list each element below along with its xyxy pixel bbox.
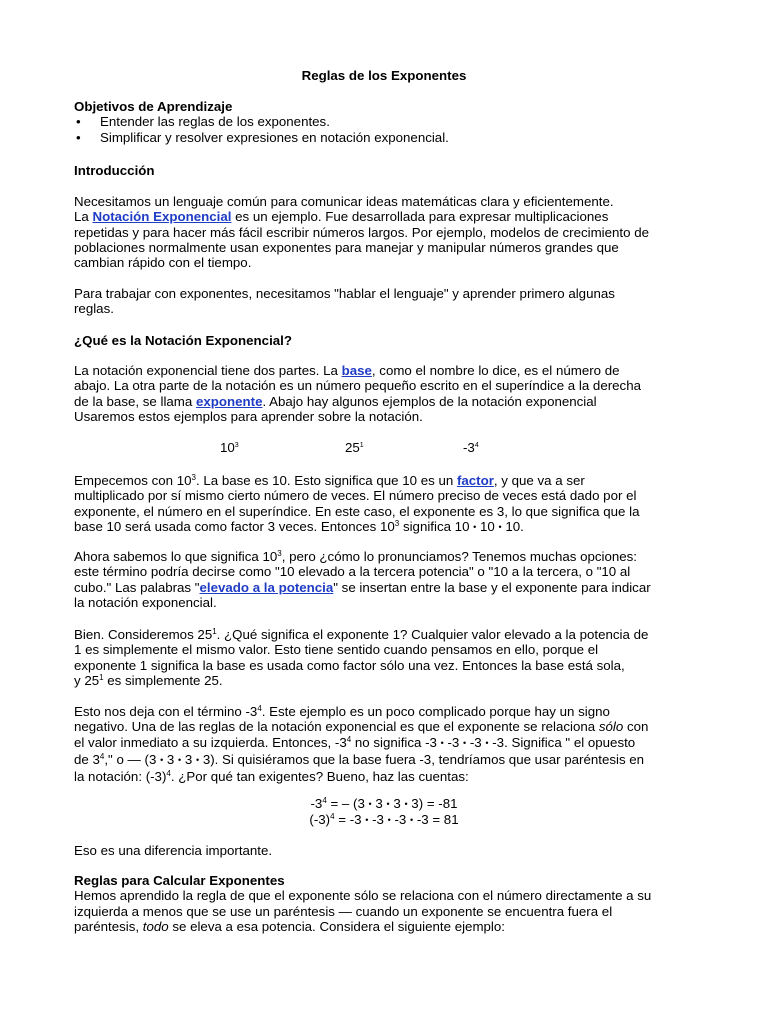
text-span: se eleva a esa potencia. Considera el siguiente ejemplo: [168,918,505,934]
text-span: -3 [390,812,410,827]
page-title: Reglas de los Exponentes [301,68,467,83]
objectives-heading: Objetivos de Aprendizaje [74,99,233,114]
example-10-cubed [220,440,239,455]
example-exponent: 3 [234,442,239,449]
superscript: 4 [166,769,171,779]
text-span: ," o — (3 [104,751,161,767]
text-line: Hemos aprendido la regla de que el exponente sólo se relaciona con el número directamente a su [74,888,652,904]
multiply-dot: • [368,799,372,809]
link-notacion-exponencial[interactable]: Notación Exponencial [92,209,232,225]
text-span: cubo." Las palabras " [74,579,200,595]
text-span: , pero ¿cómo lo pronunciamos? Tenemos muchas opciones: [281,549,637,564]
text-span: 3 [163,751,179,767]
intro-paragraph-2 [74,286,704,317]
text-span: base 10 será usada como factor 3 veces. Entonces 10 [74,518,395,534]
example-exponent: 4 [474,442,479,449]
example-base: 25 [345,440,360,455]
multiply-dot: • [195,754,200,765]
superscript: 4 [322,796,327,805]
text-line: abajo. La otra parte de la notación es un número pequeño escrito en el superíndice a la derecha [74,378,641,394]
exponent-one-paragraph [74,627,704,688]
text-line [74,673,704,688]
objectives-list [74,114,704,145]
text-span: es un ejemplo. Fue desarrollada para expresar multiplicaciones [231,209,609,225]
superscript: 4 [257,704,262,713]
text-line: reglas. [74,301,114,317]
text-span: la notación: (-3) [74,769,167,785]
text-span: , y que va a ser [493,473,585,488]
multiply-dot: • [386,799,390,809]
pronounce-paragraph [74,549,704,610]
rules-heading: Reglas para Calcular Exponentes [74,873,285,888]
text-line [74,580,704,595]
text-span: " se insertan entre la base y el exponente para indicar [333,579,651,595]
superscript: 3 [394,518,400,528]
multiply-dot: • [498,521,502,532]
superscript: 3 [191,473,196,482]
text-line [74,752,704,769]
text-line: poblaciones normalmente usan exponentes para manejar y manipular números grandes que [74,239,619,255]
text-span: La [74,209,93,225]
text-span: 10 [476,518,499,534]
multiply-dot: • [160,754,164,765]
superscript: 1 [212,627,217,636]
text-span: 3). Si quisiéramos que la base fuera -3, tendríamos que usar paréntesis en [199,751,645,767]
text-line: Usaremos estos ejemplos para aprender sobre la notación. [74,408,423,424]
text-span: . ¿Qué significa el exponente 1? Cualquier valor elevado a la potencia de [216,627,649,642]
intro-heading: Introducción [74,163,155,178]
link-factor[interactable]: factor [456,473,494,488]
text-line: exponente 1 significa la base es usada como factor sólo una vez. Entonces la base está sola, [74,657,625,673]
text-span: -3. Significa " el opuesto [488,734,636,750]
link-exponente[interactable]: exponente [195,393,263,409]
multiply-dot: • [409,815,414,825]
text-span: de 3 [74,751,100,767]
math-line-2 [0,812,768,829]
examples-row [0,440,768,456]
text-line [74,627,704,642]
text-span: 10. [501,518,524,534]
text-span: de la base, se llama [74,393,196,409]
example-neg3-fourth [463,440,479,455]
text-line: Para trabajar con exponentes, necesitamos "hablar el lenguaje" y aprender primero algunas [74,286,615,301]
text-span: , como el nombre lo dice, es el número de [371,363,620,378]
math-line-1 [0,796,768,813]
start-paragraph [74,473,704,536]
text-line [74,735,704,752]
text-span: 3 [371,796,387,811]
emphasis: sólo [598,719,624,735]
text-line [74,704,704,719]
text-span: -3 [368,812,388,827]
rules-section [74,873,704,934]
intro-paragraph-1 [74,194,704,270]
text-line [74,363,704,378]
text-span: significa 10 [399,518,474,534]
multiply-dot: • [473,521,477,532]
text-span: = -3 [334,812,366,827]
text-line: la notación exponencial. [74,594,217,610]
text-line [74,473,704,488]
text-span: no significa -3 [351,734,441,750]
text-line [74,519,704,536]
text-line [74,394,704,409]
text-span: (-3) [309,812,331,827]
text-span: paréntesis, [74,918,143,934]
list-item: • Simplificar y resolver expresiones en notación exponencial. [74,130,704,145]
multiply-dot: • [365,815,369,825]
link-base[interactable]: base [341,363,372,378]
text-line: exponente, el número en el superíndice. En este caso, el exponente es 3, lo que significa que la [74,503,640,519]
text-span: La notación exponencial tiene dos partes. La [74,363,342,378]
text-span: Empecemos con 10 [74,473,192,488]
list-item: • Entender las reglas de los exponentes. [74,114,704,129]
text-span: . Este ejemplo es un poco complicado porque hay un signo [261,704,610,719]
text-span: -3 = 81 [413,812,459,827]
superscript: 4 [330,812,335,821]
text-span: es simplemente 25. [103,672,223,688]
text-span: . ¿Por qué tan exigentes? Bueno, haz las cuentas: [170,769,469,785]
what-paragraph [74,363,704,424]
text-line [74,769,704,784]
superscript: 4 [346,734,352,744]
what-heading: ¿Qué es la Notación Exponencial? [74,333,292,348]
multiply-dot: • [440,737,444,748]
text-span: el valor inmediato a su izquierda. Entonces, -3 [74,734,347,750]
example-25-first [345,440,364,455]
text-span: Bien. Consideremos 25 [74,627,213,642]
text-span: = – (3 [326,796,369,811]
text-span: 3 [181,751,196,767]
text-line: repetidas y para hacer más fácil escribir números largos. Por ejemplo, modelos de crecimiento de [74,224,649,240]
text-span: -3 [466,734,486,750]
text-span: negativo. Una de las reglas de la notación exponencial es que el exponente se relaciona [74,719,599,735]
multiply-dot: • [387,815,391,825]
multiply-dot: • [463,737,467,748]
text-line: 1 es simplemente el mismo valor. Esto tiene sentido cuando pensamos en ello, porque el [74,642,599,658]
text-span: -3 [310,796,323,811]
text-span: . La base es 10. Esto significa que 10 es un [195,473,457,488]
text-span: y 25 [74,672,100,688]
text-span: con [623,719,649,735]
superscript: 3 [277,549,282,558]
superscript: 4 [99,751,105,761]
text-span: Ahora sabemos lo que significa 10 [74,549,278,564]
text-line [74,919,704,934]
text-line: Necesitamos un lenguaje común para comunicar ideas matemáticas clara y eficientemente. [74,194,614,209]
link-elevado-a-la-potencia[interactable]: elevado a la potencia [199,579,334,595]
text-line [74,719,704,734]
multiply-dot: • [178,754,182,765]
example-base: -3 [463,440,475,455]
multiply-dot: • [485,737,489,748]
difference-line: Eso es una diferencia importante. [74,843,273,858]
example-exponent: 1 [359,442,364,449]
multiply-dot: • [404,799,408,809]
text-span: . Abajo hay algunos ejemplos de la notación exponencial [262,393,597,409]
text-line [74,549,704,564]
emphasis: todo [142,918,169,934]
text-line: multiplicado por sí mismo cierto número de veces. El número preciso de veces está dado por el [74,488,637,504]
text-span: -3 [443,734,464,750]
text-line [74,209,704,224]
text-line: cambian rápido con el tiempo. [74,255,252,271]
text-line: este término podría decirse como "10 elevado a la tercera potencia" o "10 a la tercera, o "10 al [74,564,631,580]
superscript: 1 [99,672,104,682]
objectives-section [74,99,704,145]
text-line: izquierda a menos que se use un paréntesis — cuando un exponente se encuentra fuera el [74,903,613,919]
example-base: 10 [220,440,235,455]
text-span: 3) = -81 [407,796,458,811]
text-span: 3 [389,796,405,811]
text-span: Esto nos deja con el término -3 [74,704,258,719]
negative-paragraph [74,704,704,784]
